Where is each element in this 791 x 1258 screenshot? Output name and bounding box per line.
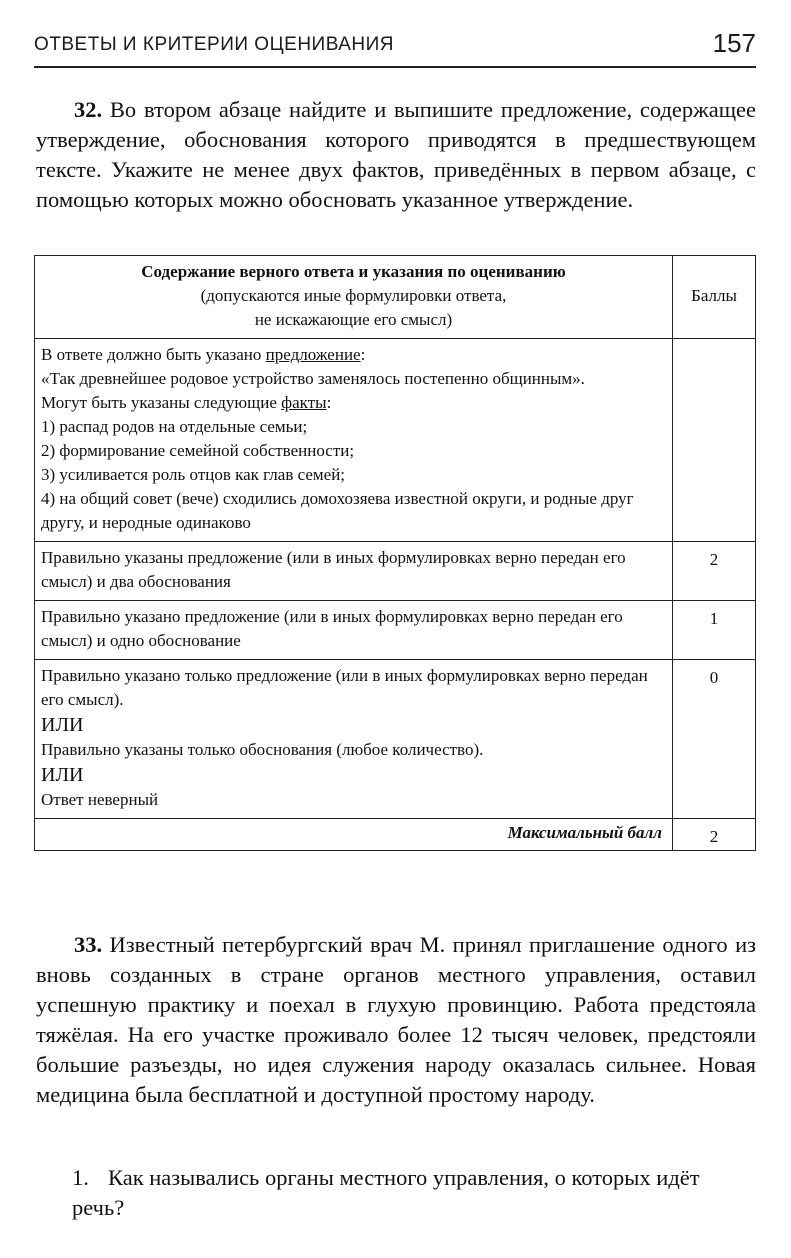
criterion-score: 2: [673, 542, 756, 601]
page-header: [34, 28, 756, 68]
header-sub-1: (допускаются иные формулировки ответа,: [200, 286, 507, 305]
page-number: 157: [712, 28, 756, 58]
fact-item: 3) усиливается роль отцов как глав семей;: [41, 465, 346, 484]
max-score-row: [35, 819, 756, 851]
fact-item: 1) распад родов на отдельные семьи;: [41, 417, 308, 436]
question-33: [36, 930, 756, 1110]
answer-sentence: «Так древнейшее родовое устройство заменялось постепенно общинным».: [41, 369, 585, 388]
zero-line-2: Правильно указаны только обоснования (любое количество).: [41, 740, 484, 759]
fact-item: 4) на общий совет (вече) сходились домохозяева известной округи, и родные друг другу, и неродные одинаково: [41, 489, 634, 532]
header-main: Содержание верного ответа и указания по оцениванию: [141, 262, 566, 281]
answer-intro: [41, 343, 666, 367]
answer-row: [35, 339, 756, 542]
facts-intro-suffix: :: [326, 393, 332, 412]
max-score-label: Максимальный балл: [35, 819, 673, 851]
answer-intro-prefix: В ответе должно быть указано: [41, 345, 266, 364]
answer-intro-suffix: :: [360, 345, 366, 364]
criterion-score: 1: [673, 601, 756, 660]
score-row-0: [35, 660, 756, 819]
answer-score-cell: [673, 339, 756, 542]
facts-intro-prefix: Могут быть указаны следующие: [41, 393, 282, 412]
fact-item: 2) формирование семейной собственности;: [41, 441, 355, 460]
header-sub-2: не искажающие его смысл): [254, 310, 453, 329]
criterion-text: Правильно указано предложение (или в иных формулировках верно передан его смысл) и одно обоснование: [35, 601, 673, 660]
zero-line-3: Ответ неверный: [41, 790, 159, 809]
or-separator: ИЛИ: [41, 764, 84, 786]
question-32-number: 32.: [74, 97, 103, 122]
score-row-1: [35, 601, 756, 660]
answer-content: [35, 339, 673, 542]
facts-intro-keyword: факты: [281, 393, 327, 412]
question-32-text: Во втором абзаце найдите и выпишите предложение, содержащее утверждение, обоснования которого приводятся в предшествующем тексте. Укажите не менее двух фактов, приведённых в первом абзаце, с помощью которых можно обосновать указанное утверждение.: [36, 97, 757, 212]
header-score: Баллы: [673, 256, 756, 339]
question-33-number: 33.: [74, 932, 103, 957]
question-32: [36, 95, 756, 215]
or-separator: ИЛИ: [41, 714, 84, 736]
criterion-score: 0: [673, 660, 756, 819]
criterion-zero: [35, 660, 673, 819]
criterion-text: Правильно указаны предложение (или в иных формулировках верно передан его смысл) и два обоснования: [35, 542, 673, 601]
zero-line-1: Правильно указано только предложение (или в иных формулировках верно передан его смысл).: [41, 666, 648, 709]
answer-intro-keyword: предложение: [265, 345, 361, 364]
running-title: ОТВЕТЫ И КРИТЕРИИ ОЦЕНИВАНИЯ: [34, 34, 395, 55]
question-33-text: Известный петербургский врач М. принял приглашение одного из вновь созданных в стране органов местного управления, оставил успешную практику и поехал в глухую провинцию. Работа предстояла тяжёлая. На его участке проживало более 12 тысяч человек, предстояли большие разъезды, но идея служения народу оказалась сильнее. Новая медицина была бесплатной и доступной простому народу.: [36, 932, 757, 1107]
max-score-value: 2: [673, 819, 756, 851]
criteria-table: [34, 255, 756, 851]
score-row-2: [35, 542, 756, 601]
facts-intro: [41, 391, 666, 415]
sub-question-number: 1.: [72, 1165, 89, 1190]
sub-question-1: [72, 1163, 756, 1223]
header-content-cell: [35, 256, 673, 339]
table-header-row: [35, 256, 756, 339]
sub-question-text: Как назывались органы местного управления, о которых идёт речь?: [72, 1165, 700, 1220]
